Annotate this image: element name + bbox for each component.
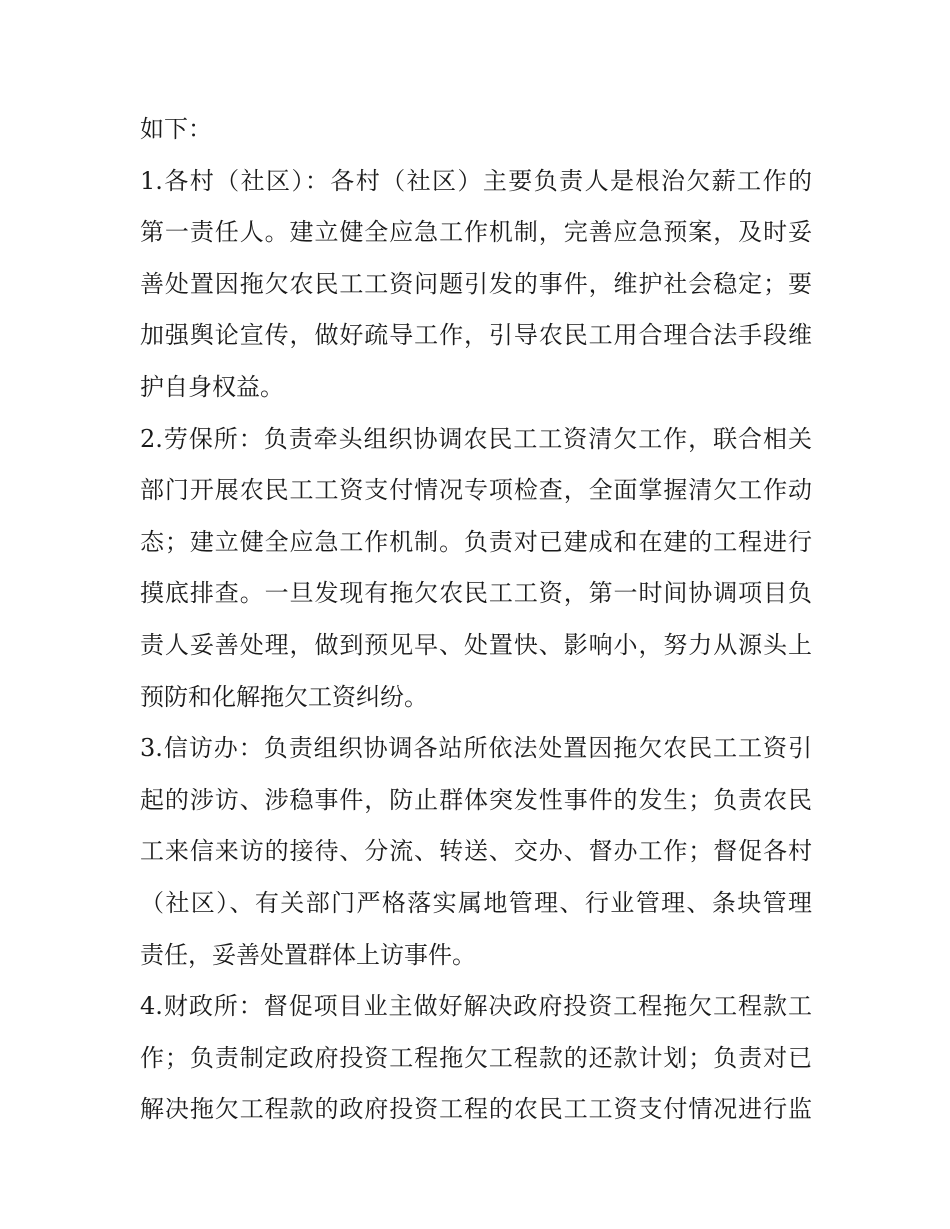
text-line: 2.劳保所：负责牵头组织协调农民工工资清欠工作，联合相关: [140, 424, 812, 453]
text-line: 1.各村（社区）：各村（社区）主要负责人是根治欠薪工作的: [140, 166, 812, 195]
text-line: 加强舆论宣传，做好疏导工作，引导农民工用合理合法手段维: [140, 321, 812, 350]
text-line: 4.财政所：督促项目业主做好解决政府投资工程拖欠工程款工: [140, 992, 812, 1021]
text-line: 护自身权益。: [140, 372, 284, 401]
text-line: 责任，妥善处置群体上访事件。: [140, 940, 476, 969]
text-line: 起的涉访、涉稳事件，防止群体突发性事件的发生；负责农民: [140, 785, 812, 814]
text-line: 3.信访办：负责组织协调各站所依法处置因拖欠农民工工资引: [140, 734, 812, 763]
text-line: 摸底排查。一旦发现有拖欠农民工工资，第一时间协调项目负: [140, 579, 812, 608]
text-line: 工来信来访的接待、分流、转送、交办、督办工作；督促各村: [140, 837, 812, 866]
text-line: 第一责任人。建立健全应急工作机制，完善应急预案，及时妥: [140, 218, 812, 247]
text-line: 责人妥善处理，做到预见早、处置快、影响小，努力从源头上: [140, 630, 812, 659]
text-line: 预防和化解拖欠工资纠纷。: [140, 682, 428, 711]
text-line: 如下：: [140, 115, 212, 143]
text-line: 部门开展农民工工资支付情况专项检查，全面掌握清欠工作动: [140, 476, 812, 505]
text-line: 善处置因拖欠农民工工资问题引发的事件，维护社会稳定；要: [140, 269, 812, 298]
document-body: [140, 104, 812, 1136]
text-line: 作；负责制定政府投资工程拖欠工程款的还款计划；负责对已: [140, 1043, 812, 1072]
text-line: 解决拖欠工程款的政府投资工程的农民工工资支付情况进行监: [140, 1095, 812, 1124]
text-line: 态；建立健全应急工作机制。负责对已建成和在建的工程进行: [140, 527, 812, 556]
text-line: （社区）、有关部门严格落实属地管理、行业管理、条块管理: [140, 888, 812, 917]
